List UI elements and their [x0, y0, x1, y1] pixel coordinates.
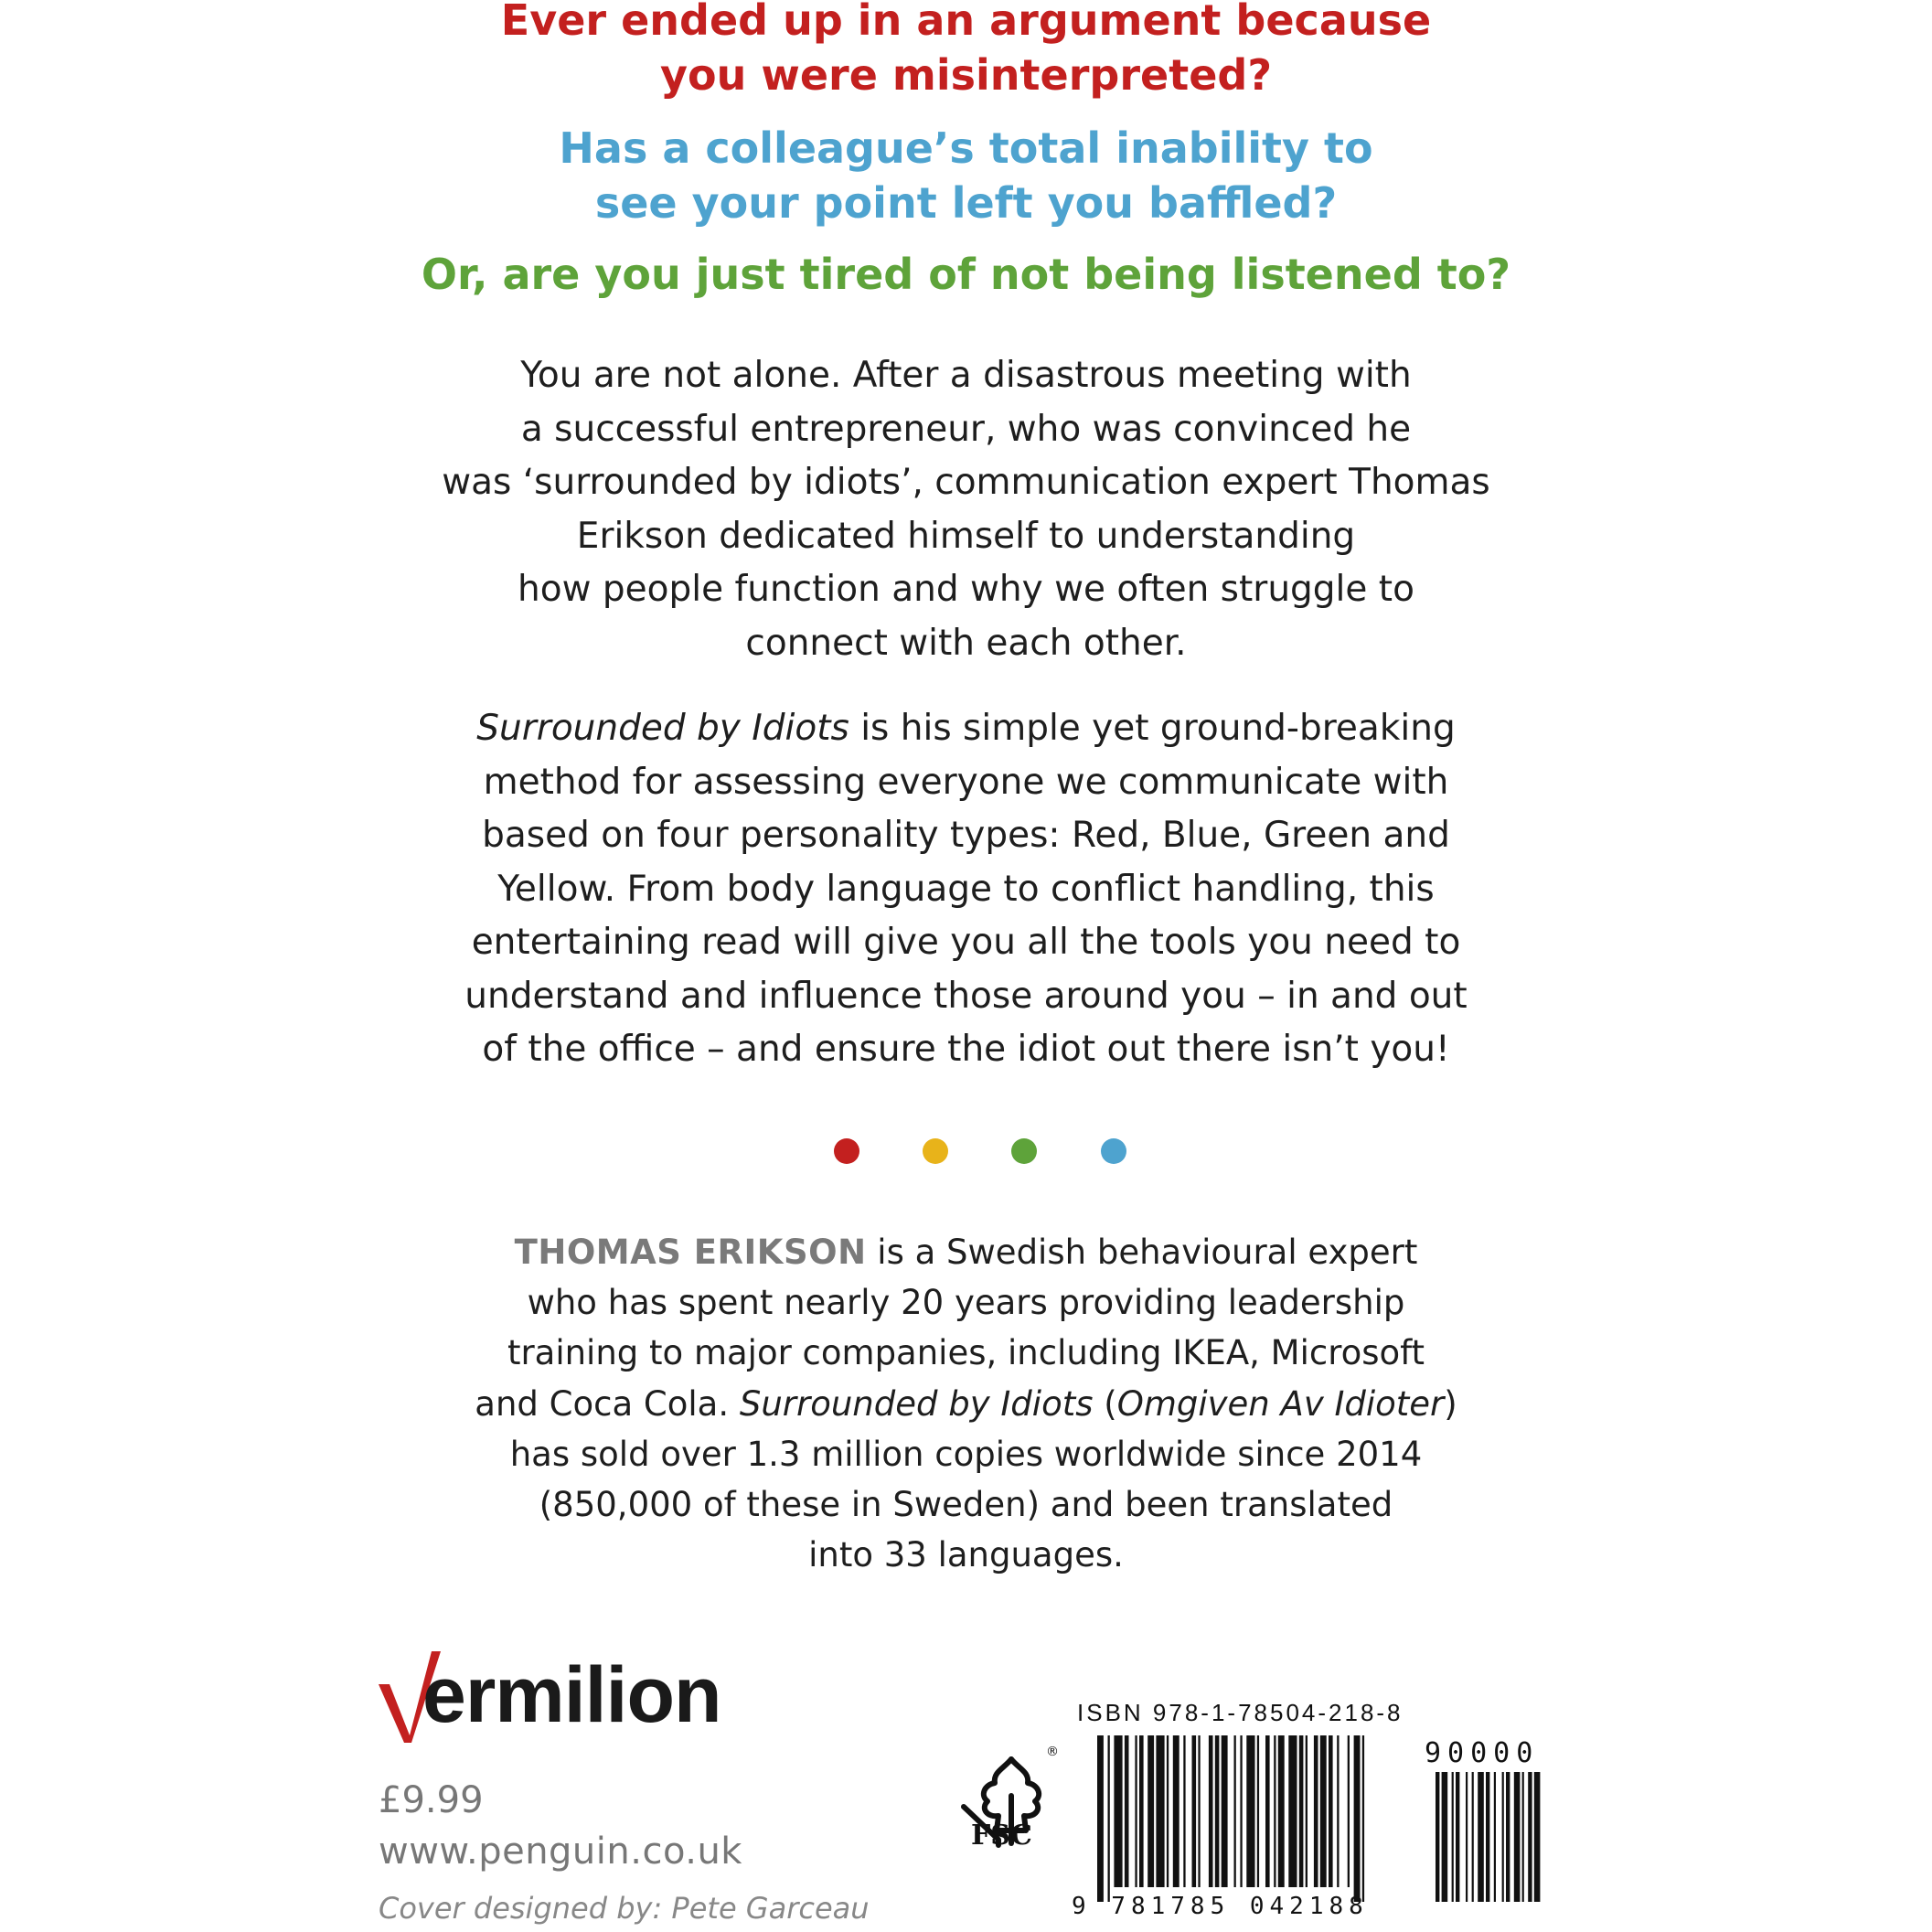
bio-line-4-end: ) [1444, 1383, 1457, 1424]
addon-barcode-bar [1436, 1772, 1439, 1902]
personality-dots [0, 1138, 1932, 1166]
intro-line: Erikson dedicated himself to understanding [576, 515, 1356, 557]
headline-2-line-2: see your point left you baffled? [594, 178, 1338, 228]
headline-question-2 [0, 121, 1932, 230]
addon-barcode-bar [1472, 1772, 1474, 1902]
book-title: Surrounded by Idiots [476, 708, 849, 749]
cover-credit: Cover designed by: Pete Garceau [379, 1891, 870, 1926]
headline-1-line-1: Ever ended up in an argument because [500, 0, 1432, 45]
bio-book-title: Surrounded by Idiots [739, 1383, 1094, 1424]
bio-line: who has spent nearly 20 years providing leadership [527, 1283, 1405, 1323]
intro-line: You are not alone. After a disastrous meeting with [520, 355, 1412, 396]
barcode-bar [1320, 1735, 1327, 1887]
original-swedish-title: Omgiven Av Idioter [1116, 1383, 1445, 1424]
addon-barcode-bar [1456, 1772, 1459, 1902]
intro-paragraph [0, 349, 1932, 670]
headline-2-line-1: Has a colleague’s total inability to [559, 123, 1373, 173]
headline-1-line-2: you were misinterpreted? [659, 50, 1273, 100]
publisher-website: www.penguin.co.uk [379, 1831, 742, 1873]
method-line: based on four personality types: Red, Blue, Green and [482, 815, 1450, 856]
vermilion-logo [377, 1646, 742, 1746]
barcode-bar [1198, 1735, 1200, 1887]
addon-barcode-bar [1494, 1772, 1496, 1902]
barcode-bar [1288, 1735, 1297, 1887]
method-line: understand and influence those around you – in and out [464, 975, 1468, 1017]
price-addon-digits: 90000 [1425, 1737, 1540, 1769]
addon-barcode-bar [1514, 1772, 1521, 1902]
author-bio [0, 1227, 1932, 1580]
barcode-bar [1265, 1735, 1270, 1887]
barcode-bar [1147, 1735, 1154, 1887]
bio-line: has sold over 1.3 million copies worldwide since 2014 [509, 1434, 1423, 1474]
red-dot [834, 1138, 859, 1164]
headline-question-1 [0, 0, 1932, 102]
barcode-bar [1354, 1735, 1361, 1902]
bio-line-1-rest: is a Swedish behavioural expert [866, 1233, 1418, 1272]
barcode-bar [1274, 1735, 1276, 1887]
bio-line-4-mid: ( [1093, 1383, 1117, 1424]
barcode-bar [1192, 1735, 1197, 1887]
headline-question-3 [0, 247, 1932, 302]
barcode-digits: 9 781785 042188 [1072, 1893, 1369, 1920]
barcode-bar [1234, 1735, 1236, 1887]
bio-line [0, 1379, 1932, 1429]
blue-dot [1101, 1138, 1126, 1164]
addon-barcode-bar [1502, 1772, 1504, 1902]
barcode-bar [1348, 1735, 1350, 1887]
intro-line: connect with each other. [745, 622, 1187, 664]
method-line: of the office – and ensure the idiot out there isn’t you! [482, 1029, 1450, 1070]
barcode-bar [1114, 1735, 1122, 1887]
barcode-bar [1257, 1735, 1259, 1887]
barcode-bar [1097, 1735, 1104, 1902]
addon-barcode-bar [1522, 1772, 1524, 1902]
barcode-bar [1299, 1735, 1304, 1887]
barcode-bar [1329, 1735, 1333, 1887]
intro-line: was ‘surrounded by idiots’, communication expert Thomas [442, 462, 1490, 503]
method-line: entertaining read will give you all the tools you need to [471, 922, 1461, 963]
method-line: Yellow. From body language to conflict handling, this [497, 868, 1435, 910]
headline-3-line-1: Or, are you just tired of not being listened to? [421, 250, 1511, 299]
barcode-bar [1362, 1735, 1364, 1902]
bio-line-4-start: and Coca Cola. [475, 1383, 740, 1424]
barcode-bar [1240, 1735, 1242, 1887]
method-paragraph [0, 702, 1932, 1077]
barcode-bar [1183, 1735, 1185, 1887]
addon-barcode-bar [1442, 1772, 1448, 1902]
isbn-label: ISBN 978-1-78504-218-8 [1077, 1699, 1404, 1726]
method-line-1-rest: is his simple yet ground-breaking [849, 708, 1456, 749]
method-line [0, 702, 1932, 756]
bio-line: (850,000 of these in Sweden) and been translated [539, 1485, 1393, 1525]
bio-line: into 33 languages. [808, 1535, 1124, 1575]
yellow-dot [923, 1138, 948, 1164]
addon-barcode-bar [1466, 1772, 1468, 1902]
addon-barcode-bar [1452, 1772, 1454, 1902]
addon-barcode-bar [1478, 1772, 1484, 1902]
barcode-bar [1135, 1735, 1137, 1887]
method-line: method for assessing everyone we communicate with [483, 761, 1449, 803]
intro-line: how people function and why we often struggle to [518, 569, 1414, 610]
price: £9.99 [379, 1779, 484, 1821]
barcode-bar [1222, 1735, 1228, 1887]
fsc-label: FSC [971, 1820, 1032, 1852]
addon-barcode-bar [1506, 1772, 1510, 1902]
barcode-bar [1167, 1735, 1169, 1887]
barcode-bar [1306, 1735, 1308, 1887]
green-dot [1011, 1138, 1037, 1164]
barcode-bar [1108, 1735, 1110, 1902]
addon-barcode-bar [1528, 1772, 1532, 1902]
author-name: THOMAS ERIKSON [514, 1233, 867, 1272]
barcode-bar [1278, 1735, 1285, 1887]
barcode-bar [1173, 1735, 1179, 1887]
addon-barcode-bar [1534, 1772, 1541, 1902]
barcode-bar [1156, 1735, 1164, 1887]
intro-line: a successful entrepreneur, who was convinced he [520, 408, 1412, 450]
barcode-bar [1139, 1735, 1144, 1887]
fsc-registered-mark: ® [1046, 1745, 1059, 1759]
barcode-bar [1314, 1735, 1318, 1887]
barcode-bar [1209, 1735, 1213, 1887]
barcode-bar [1246, 1735, 1254, 1887]
logo-wordmark: ermilion [422, 1651, 721, 1739]
addon-barcode-bar [1486, 1772, 1489, 1902]
barcode-bar [1337, 1735, 1339, 1887]
barcode-bar [1215, 1735, 1220, 1887]
bio-line [0, 1227, 1932, 1277]
barcode-bar [1125, 1735, 1129, 1887]
bio-line: training to major companies, including IKEA, Microsoft [507, 1333, 1425, 1373]
